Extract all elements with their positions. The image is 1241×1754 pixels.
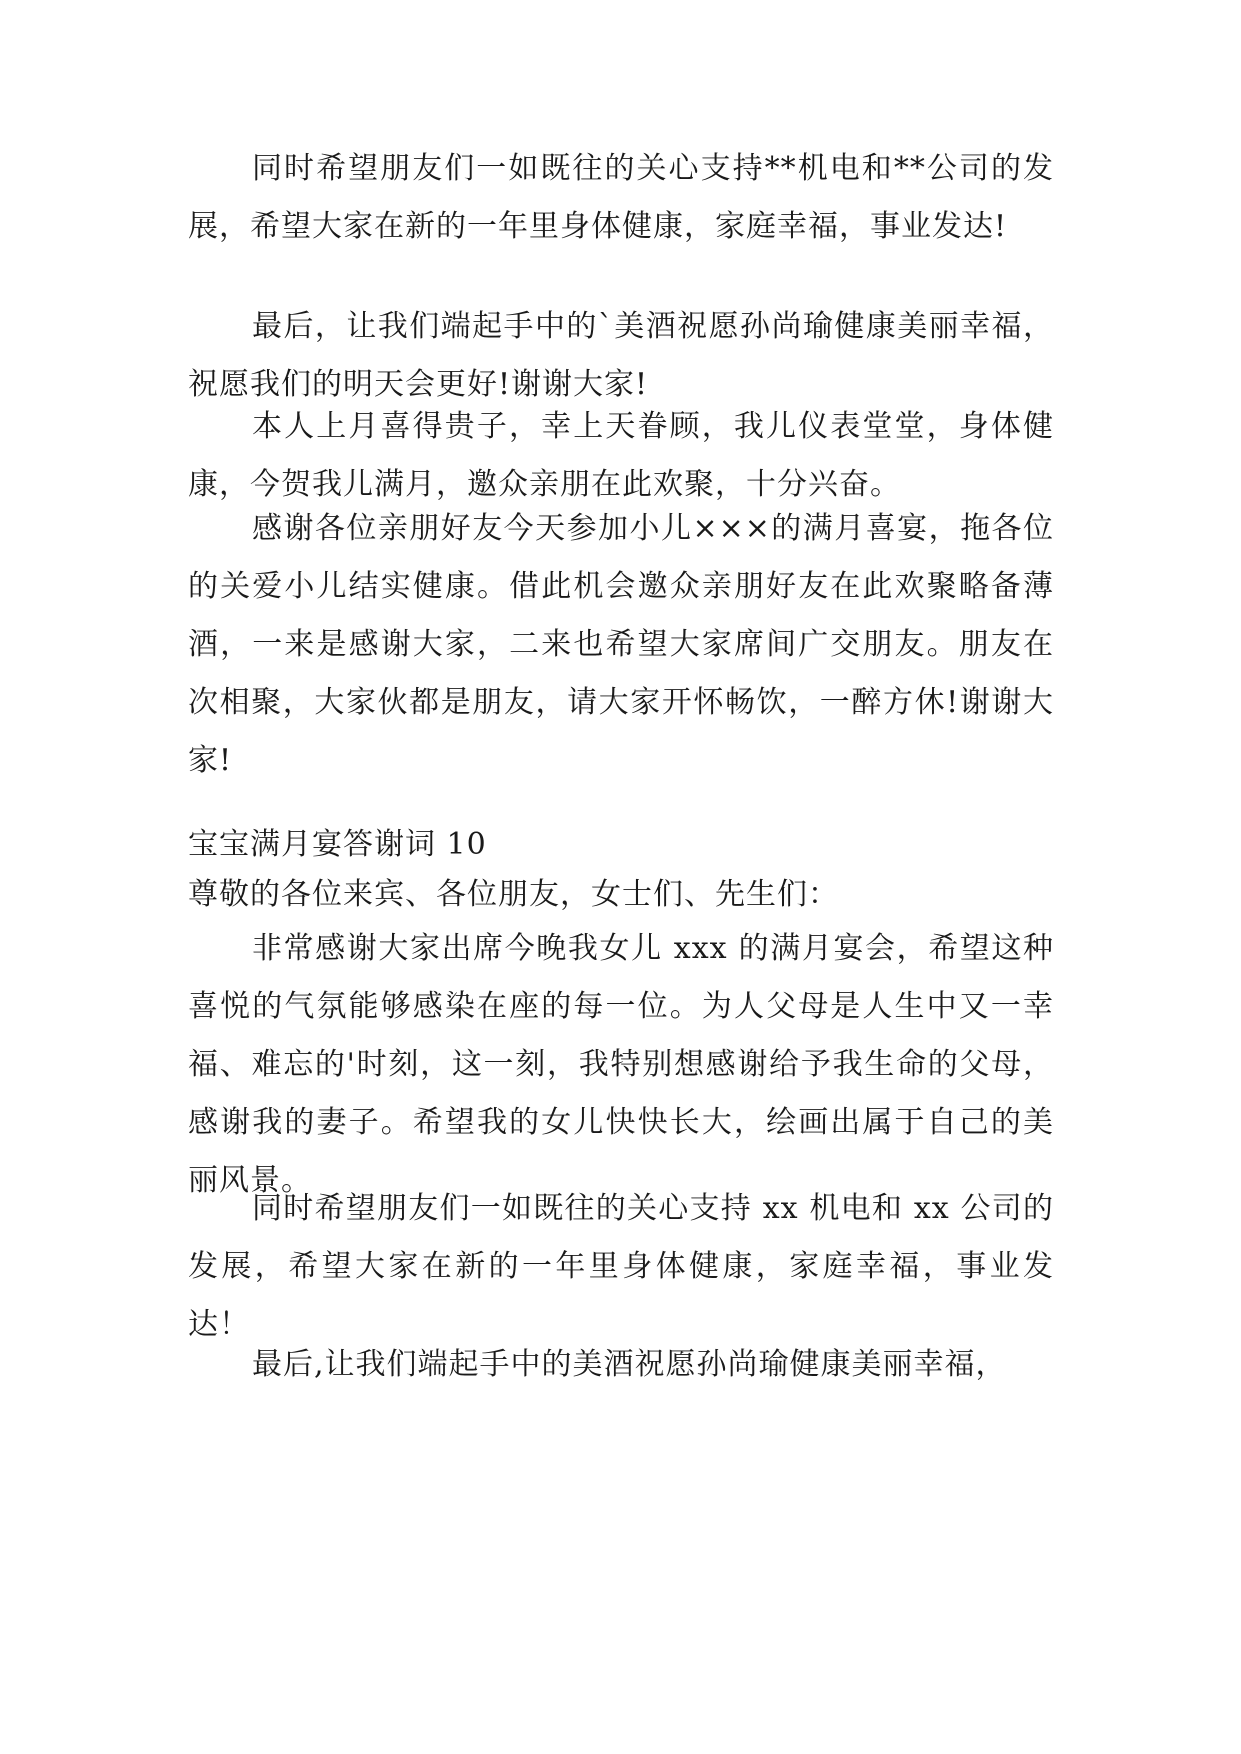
- paragraph-son-born: 本人上月喜得贵子，幸上天眷顾，我儿仪表堂堂，身体健康，今贺我儿满月，邀众亲朋在此欢聚，十分兴奋。: [188, 409, 1054, 502]
- salutation: 尊敬的各位来宾、各位朋友，女士们、先生们：: [188, 877, 839, 912]
- paragraph-thanks-guests: 感谢各位亲朋好友今天参加小儿×××的满月喜宴，拖各位的关爱小儿结实健康。借此机会邀众亲朋好友在此欢聚略备薄酒，一来是感谢大家，二来也希望大家席间广交朋友。朋友在次相聚，大家伙都是朋友，请大家开怀畅饮，一醉方休!谢谢大家!: [188, 511, 1054, 778]
- paragraph-toast-2: 最后,让我们端起手中的美酒祝愿孙尚瑜健康美丽幸福，: [252, 1347, 1007, 1382]
- paragraph-support-wishes-2: 同时希望朋友们一如既往的关心支持 xx 机电和 xx 公司的发展，希望大家在新的一年里身体健康，家庭幸福，事业发达！: [188, 1191, 1054, 1342]
- paragraph-daughter-banquet: 非常感谢大家出席今晚我女儿 xxx 的满月宴会，希望这种喜悦的气氛能够感染在座的每一位。为人父母是人生中又一幸福、难忘的'时刻，这一刻，我特别想感谢给予我生命的父母，感谢我的妻子。希望我的女儿快快长大，绘画出属于自己的美丽风景。: [188, 931, 1054, 1198]
- section-title: 宝宝满月宴答谢词 10: [188, 827, 487, 862]
- paragraph-toast: 最后，让我们端起手中的`美酒祝愿孙尚瑜健康美丽幸福，祝愿我们的明天会更好!谢谢大家!: [188, 309, 1054, 402]
- paragraph-support-wishes: 同时希望朋友们一如既往的关心支持**机电和**公司的发展，希望大家在新的一年里身体健康，家庭幸福，事业发达!: [188, 151, 1054, 244]
